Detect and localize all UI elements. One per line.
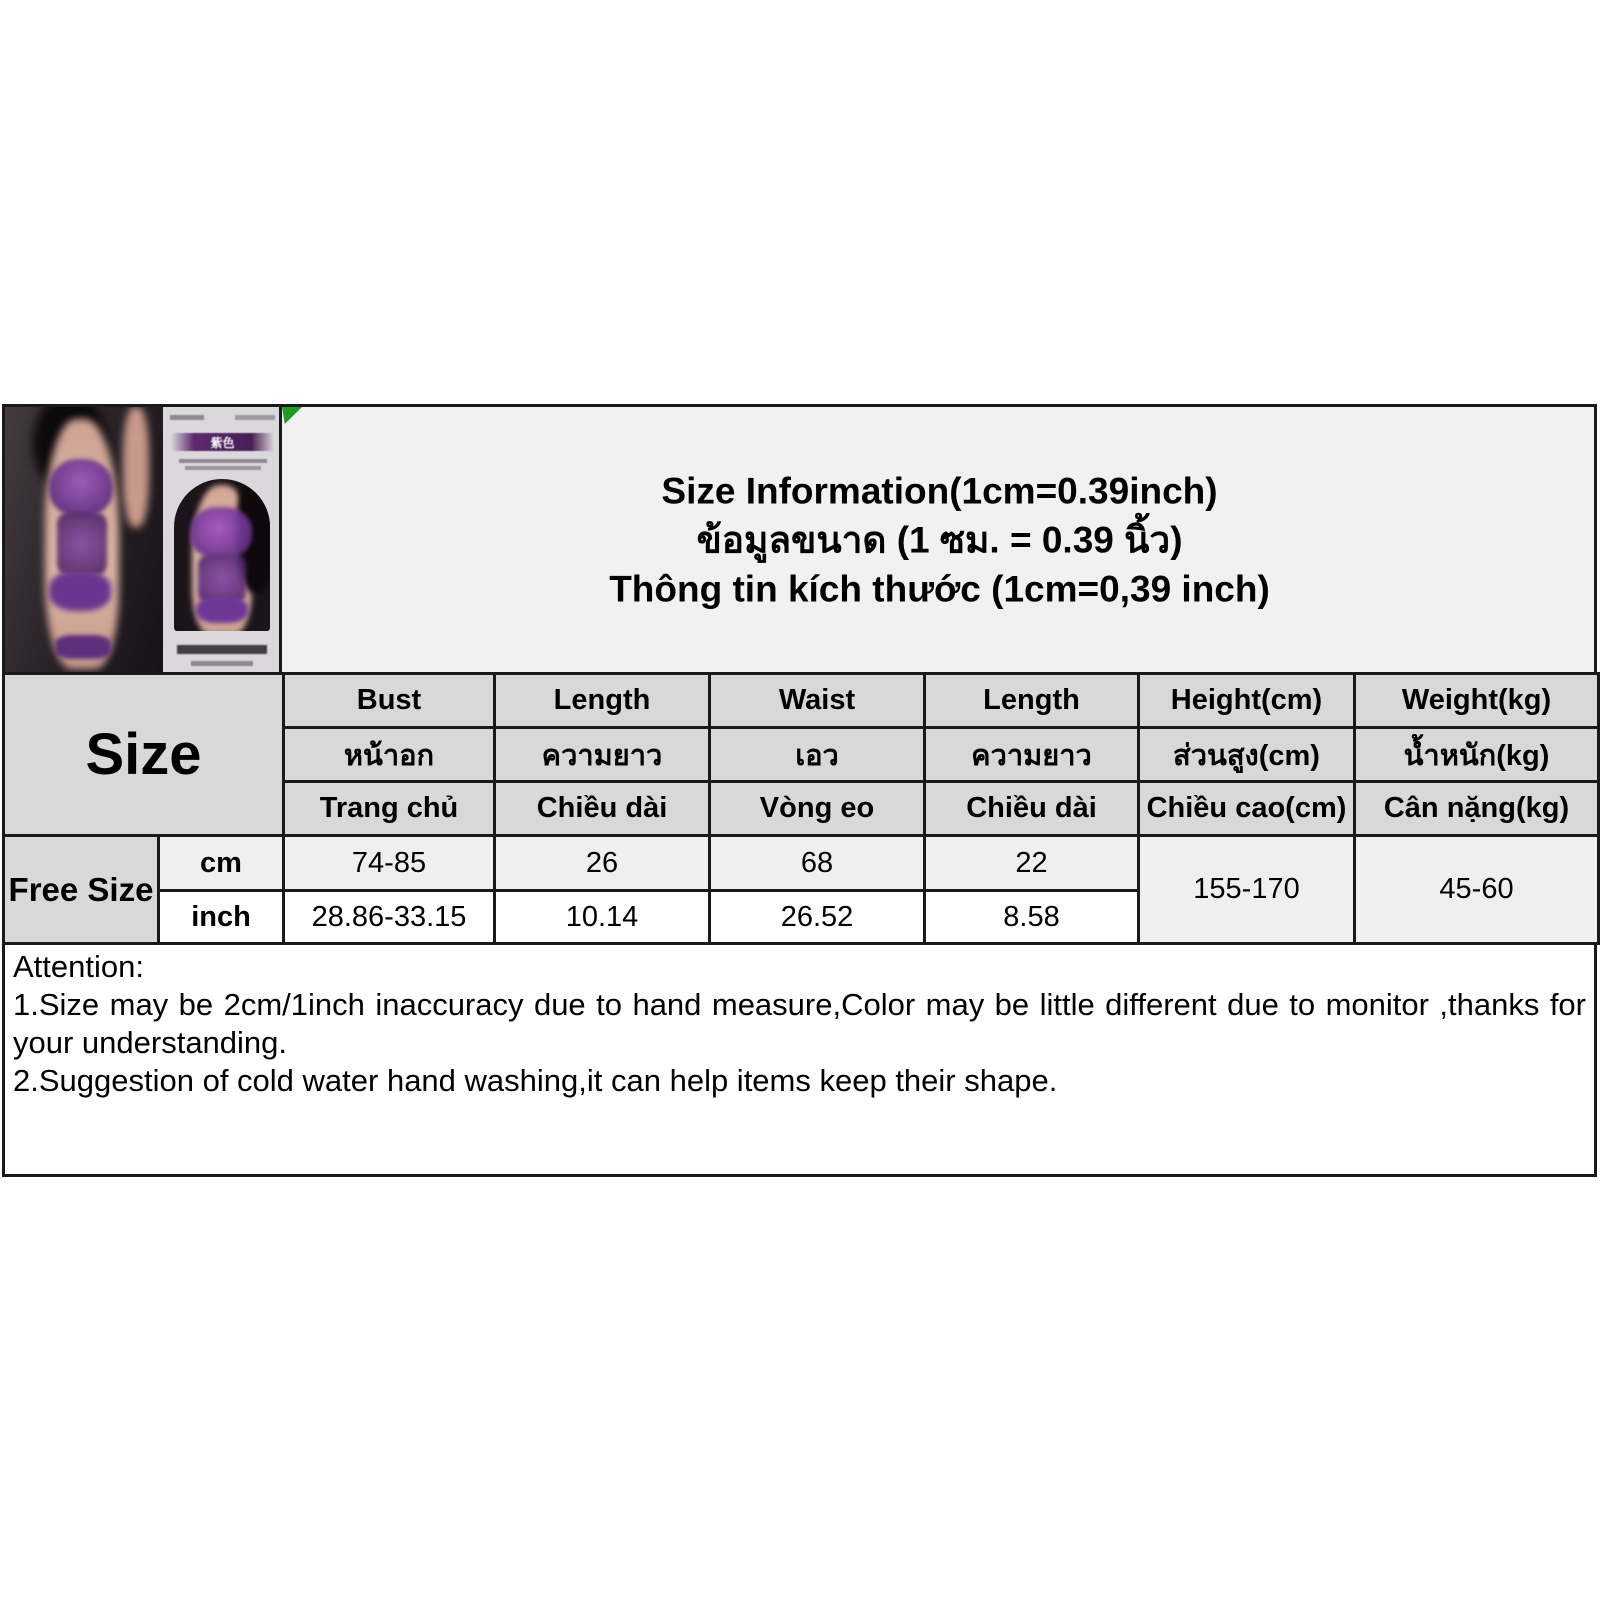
header-bust-th: หน้าอก bbox=[284, 728, 495, 782]
header-length-th: ความยาว bbox=[495, 728, 710, 782]
attention-note-2: 2.Suggestion of cold water hand washing,it can help items keep their shape. bbox=[13, 1063, 1058, 1098]
title-line-en: Size Information(1cm=0.39inch) bbox=[661, 470, 1218, 511]
arch-lace-waist bbox=[198, 555, 246, 603]
header-weight-vi: Cân nặng(kg) bbox=[1355, 782, 1599, 836]
title-line-th: ข้อมูลขนาด (1 ซม. = 0.39 นิ้ว) bbox=[696, 519, 1183, 560]
arch-lace-bodice bbox=[190, 507, 252, 559]
header-height-en: Height(cm) bbox=[1139, 674, 1355, 728]
attention-box bbox=[2, 942, 1597, 1177]
card-top-text-bar bbox=[170, 415, 204, 420]
header-weight-th: น้ำหนัก(kg) bbox=[1355, 728, 1599, 782]
card-caption-bar bbox=[177, 645, 267, 654]
data-row-cm bbox=[4, 836, 1599, 891]
card-subtitle-bar2 bbox=[185, 466, 261, 470]
size-info-title bbox=[285, 466, 1594, 613]
header-weight-en: Weight(kg) bbox=[1355, 674, 1599, 728]
header-height-vi: Chiều cao(cm) bbox=[1139, 782, 1355, 836]
header-row-en bbox=[4, 674, 1599, 728]
arch-photo bbox=[174, 479, 270, 631]
green-corner-marker-icon bbox=[282, 407, 302, 424]
bust-inch-value: 28.86-33.15 bbox=[284, 891, 495, 944]
height-range-value: 155-170 bbox=[1139, 836, 1355, 944]
card-caption-bar2 bbox=[191, 661, 253, 666]
size-table bbox=[2, 672, 1600, 945]
unit-inch-cell: inch bbox=[159, 891, 284, 944]
product-photo bbox=[5, 407, 282, 672]
card-top-text-bar2 bbox=[235, 415, 275, 420]
header-length2-en: Length bbox=[925, 674, 1139, 728]
color-banner bbox=[171, 433, 274, 451]
header-height-th: ส่วนสูง(cm) bbox=[1139, 728, 1355, 782]
header-waist-vi: Vòng eo bbox=[710, 782, 925, 836]
stocking-shape bbox=[55, 635, 111, 659]
header-waist-en: Waist bbox=[710, 674, 925, 728]
header-waist-th: เอว bbox=[710, 728, 925, 782]
waist-cm-value: 68 bbox=[710, 836, 925, 891]
header-length2-vi: Chiều dài bbox=[925, 782, 1139, 836]
header-length-en: Length bbox=[495, 674, 710, 728]
header-bust-en: Bust bbox=[284, 674, 495, 728]
header-bust-vi: Trang chủ bbox=[284, 782, 495, 836]
content-area bbox=[2, 404, 1597, 1177]
bust-cm-value: 74-85 bbox=[284, 836, 495, 891]
length-inch-value: 10.14 bbox=[495, 891, 710, 944]
model-photo bbox=[5, 407, 163, 672]
length2-inch-value: 8.58 bbox=[925, 891, 1139, 944]
unit-cm-cell: cm bbox=[159, 836, 284, 891]
attention-note-1: 1.Size may be 2cm/1inch inaccuracy due to hand measure,Color may be little different due to monitor ,thanks for your understanding. bbox=[13, 987, 1586, 1060]
product-card bbox=[163, 407, 282, 672]
model-arm-shape bbox=[123, 407, 149, 527]
header-length2-th: ความยาว bbox=[925, 728, 1139, 782]
attention-heading: Attention: bbox=[13, 949, 144, 984]
size-header-cell: Size bbox=[4, 674, 284, 836]
lace-hip-shape bbox=[49, 571, 111, 611]
card-subtitle-bar bbox=[179, 459, 267, 463]
lace-waist-shape bbox=[57, 513, 107, 575]
banner-label: 紫色 bbox=[210, 435, 235, 450]
title-line-vi: Thông tin kích thước (1cm=0,39 inch) bbox=[609, 568, 1270, 609]
top-band bbox=[2, 404, 1597, 672]
weight-range-value: 45-60 bbox=[1355, 836, 1599, 944]
free-size-cell: Free Size bbox=[4, 836, 159, 944]
length-cm-value: 26 bbox=[495, 836, 710, 891]
header-length-vi: Chiều dài bbox=[495, 782, 710, 836]
arch-lace-hip bbox=[196, 597, 248, 623]
length2-cm-value: 22 bbox=[925, 836, 1139, 891]
waist-inch-value: 26.52 bbox=[710, 891, 925, 944]
lace-bodice-shape bbox=[49, 459, 113, 517]
